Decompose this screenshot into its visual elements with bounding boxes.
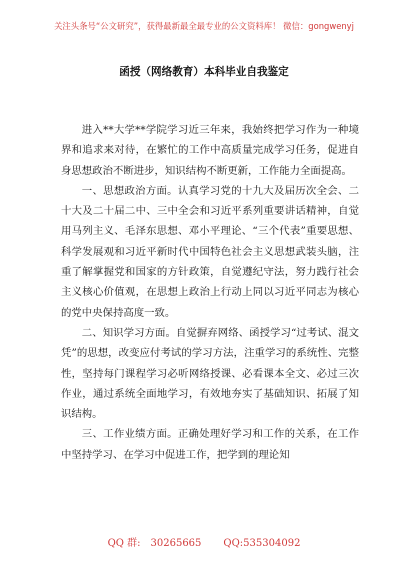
document-title: 函授（网络教育）本科毕业自我鉴定	[119, 66, 289, 78]
footer-contact	[0, 534, 408, 549]
promo-banner: 关注头条号“公文研究”，获得最新最全最专业的公文资料库！ 微信：gongwenyj	[54, 21, 354, 31]
document-body	[61, 120, 359, 465]
paragraph-intro: 进入**大学**学院学习近三年来，我始终把学习作为一种境界和追求来对待，在繁忙的工作中高质量完成学习任务，促进自身思想政治不断进步，知识结构不断更新，工作能力全面提高。	[61, 124, 359, 177]
paragraph-work: 三、工作业绩方面。正确处理好学习和工作的关系，在工作中坚持学习、在学习中促进工作，把学到的理论知	[61, 428, 359, 461]
paragraph-knowledge: 二、知识学习方面。自觉摒弃网络、函授学习“过考试、混文凭”的思想，改变应付考试的学习方法，注重学习的系统性、完整性，坚持每门课程学习必听网络授课、必看课本全文、必过三次作业，通过系统全面地学习，有效地夯实了基础知识、拓展了知识结构。	[61, 326, 359, 421]
qq-number-text: QQ:535304092	[223, 538, 301, 549]
paragraph-political: 一、思想政治方面。认真学习党的十九大及届历次全会、二十大及二十届二中、三中全会和习近平系列重要讲话精神，自觉用马列主义、毛泽东思想、邓小平理论、“三个代表”重要思想、科学发展观和习近平新时代中国特色社会主义思想武装头脑，注重了解掌握党和国家的方针政策，自觉遵纪守法，努力践行社会主义核心价值观，在思想上政治上行动上同以习近平同志为核心的党中央保持高度一致。	[61, 184, 359, 319]
qq-group-text: QQ 群: 30265665	[107, 538, 202, 549]
